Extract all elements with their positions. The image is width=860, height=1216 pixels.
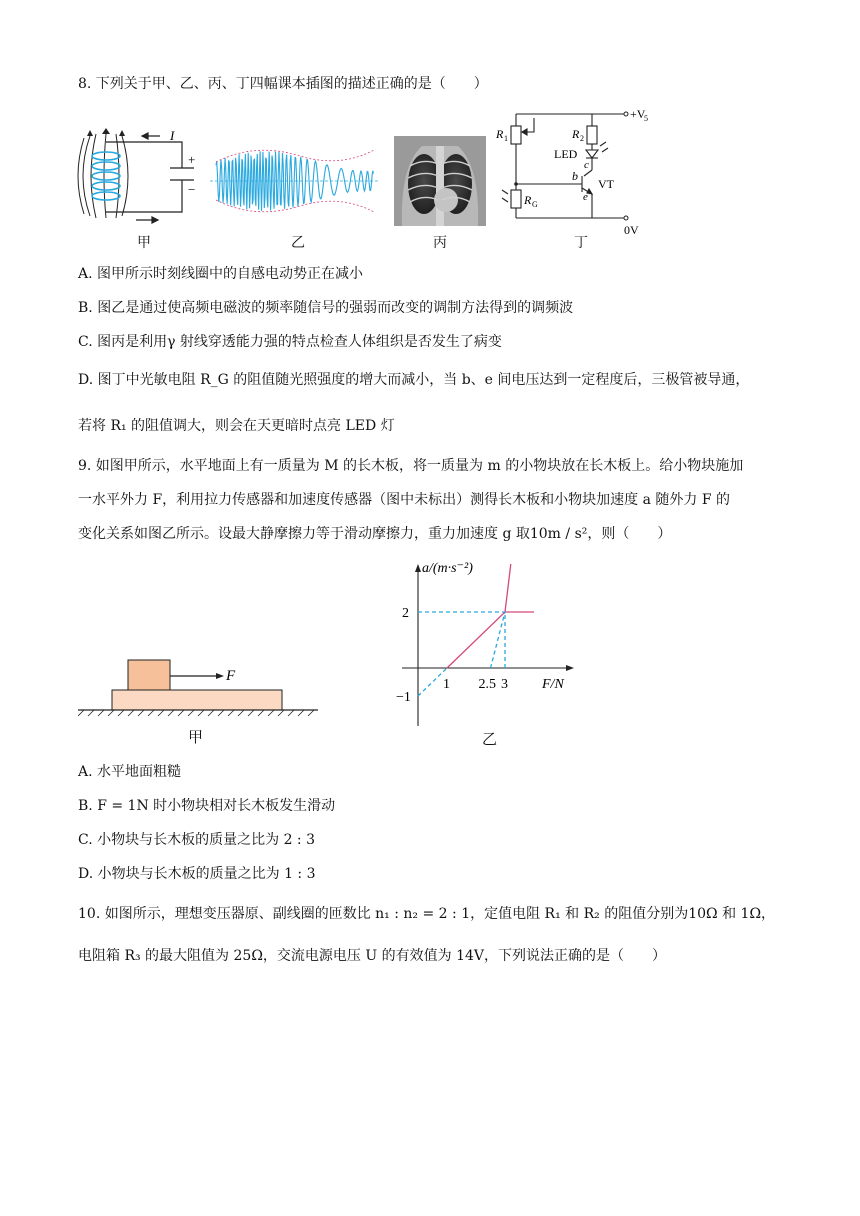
q9-fig-label-yi: 乙 — [482, 730, 498, 748]
plus-sign: + — [188, 152, 196, 167]
y-tick-label: −1 — [396, 690, 411, 705]
q9-option-d: D. 小物块与长木板的质量之比为 1 : 3 — [78, 866, 316, 882]
emitter-label: e — [583, 191, 588, 203]
q9-fig-label-jia: 甲 — [188, 728, 204, 746]
fig-ding-transistor-circuit — [494, 104, 664, 236]
rg-label: R — [524, 193, 532, 207]
y-tick-label: 2 — [402, 606, 409, 621]
rg-sub: G — [532, 200, 538, 209]
q8-option-a: A. 图甲所示时刻线圈中的自感电动势正在减小 — [78, 266, 364, 282]
q9-stem-line1: 9. 如图甲所示，水平地面上有一质量为 M 的长木板，将一质量为 m 的小物块放在长木板上。给小物块施加 — [78, 458, 744, 474]
q9-stem-line2: 一水平外力 F，利用拉力传感器和加速度传感器（图中未标出）测得长木板和小物块加速度 a 随外力 F 的 — [78, 492, 731, 508]
q9-stem-line3: 变化关系如图乙所示。设最大静摩擦力等于滑动摩擦力，重力加速度 g 取10m / s²，则（ ） — [78, 526, 672, 542]
q9-fig-jia-block-board — [78, 654, 322, 724]
current-label: I — [170, 128, 175, 143]
vs-sub: 5 — [644, 114, 648, 123]
minus-sign: − — [188, 182, 196, 197]
fig-label-jia: 甲 — [137, 235, 151, 251]
vs-label: +V — [630, 107, 646, 121]
r2-label: R — [572, 127, 580, 141]
zero-volt-label: 0V — [624, 223, 639, 236]
y-axis-label: a/(m·s⁻²) — [422, 561, 473, 576]
series-line-1 — [505, 564, 511, 612]
led-label: LED — [554, 147, 578, 161]
q10-stem-line2: 电阻箱 R₃ 的最大阻值为 25Ω，交流电源电压 U 的有效值为 14V，下列说法正确的是（ ） — [78, 948, 666, 964]
q8-stem: 8. 下列关于甲、乙、丙、丁四幅课本插图的描述正确的是（ ） — [78, 76, 488, 92]
fig-bing-chest-xray — [394, 136, 486, 226]
fig-label-bing: 丙 — [433, 235, 447, 251]
dashed-guide-3 — [491, 612, 506, 668]
q9-fig-yi-a-f-graph — [378, 556, 588, 728]
r1-sub: 1 — [504, 134, 508, 143]
x-axis-arrow — [566, 665, 574, 671]
series-line-0 — [447, 612, 534, 668]
q9-option-a: A. 水平地面粗糙 — [78, 764, 182, 780]
y-axis-arrow — [415, 564, 421, 572]
q9-option-b: B. F = 1N 时小物块相对长木板发生滑动 — [78, 798, 336, 814]
r1-label: R — [496, 127, 504, 141]
fig-jia-coil-circuit — [72, 128, 217, 240]
base-label: b — [572, 169, 578, 183]
vt-label: VT — [598, 177, 614, 191]
x-tick-label: 3 — [501, 677, 508, 692]
fig-yi-fm-wave — [210, 140, 380, 222]
x-axis-label: F/N — [542, 677, 564, 692]
x-tick-label: 2.5 — [478, 677, 496, 692]
q8-option-d-line2: 若将 R₁ 的阻值调大，则会在天更暗时点亮 LED 灯 — [78, 418, 395, 434]
q9-option-c: C. 小物块与长木板的质量之比为 2 : 3 — [78, 832, 315, 848]
q8-option-d-line1: D. 图丁中光敏电阻 R_G 的阻值随光照强度的增大而减小，当 b、e 间电压达到一定程度后，三极管被导通， — [78, 372, 750, 388]
fig-label-yi: 乙 — [291, 235, 305, 251]
fig-label-ding: 丁 — [574, 235, 588, 251]
r2-sub: 2 — [580, 134, 584, 143]
q8-option-c: C. 图丙是利用γ 射线穿透能力强的特点检查人体组织是否发生了病变 — [78, 334, 502, 350]
q8-option-b: B. 图乙是通过使高频电磁波的频率随信号的强弱而改变的调制方法得到的调频波 — [78, 300, 574, 316]
q10-stem-line1: 10. 如图所示，理想变压器原、副线圈的匝数比 n₁ : n₂ = 2 : 1，定值电阻 R₁ 和 R₂ 的阻值分别为10Ω 和 1Ω， — [78, 906, 776, 922]
x-tick-label: 1 — [443, 677, 450, 692]
collector-label: c — [584, 159, 589, 171]
force-f-label: F — [226, 668, 236, 684]
